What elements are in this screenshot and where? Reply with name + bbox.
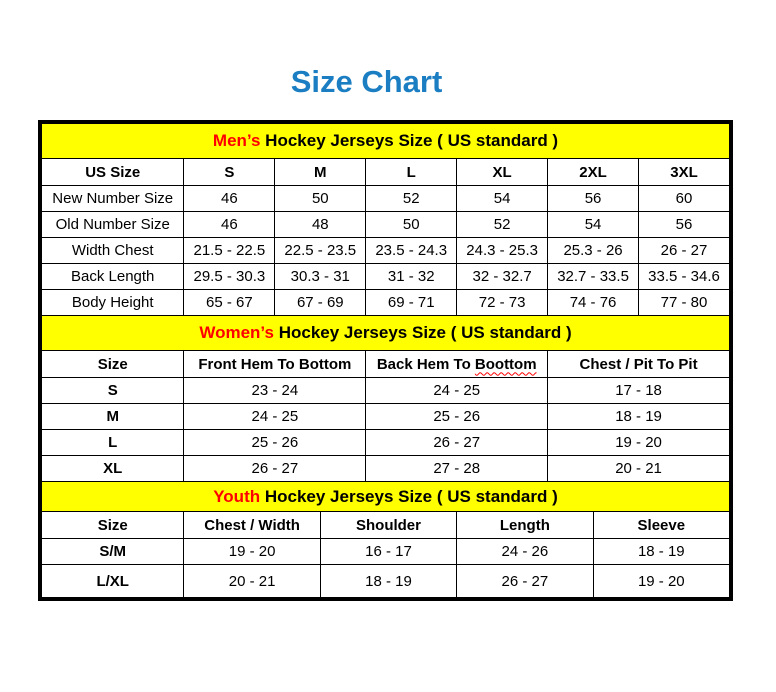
value-cell: 25 - 26 <box>184 430 366 456</box>
value-cell: 31 - 32 <box>366 264 457 290</box>
table-row <box>42 378 730 404</box>
mens-section-band <box>42 124 730 159</box>
row-label: M <box>42 404 184 430</box>
value-cell: 32.7 - 33.5 <box>548 264 639 290</box>
value-cell: 50 <box>275 186 366 212</box>
value-cell: 20 - 21 <box>184 565 320 598</box>
value-cell: 52 <box>457 212 548 238</box>
value-cell: 29.5 - 30.3 <box>184 264 275 290</box>
value-cell: 26 - 27 <box>457 565 593 598</box>
value-cell: 32 - 32.7 <box>457 264 548 290</box>
table-row <box>42 238 730 264</box>
section-heading-highlight: Youth <box>213 486 261 506</box>
value-cell: 19 - 20 <box>184 539 320 565</box>
value-cell: 25 - 26 <box>366 404 548 430</box>
youth-section-heading <box>42 482 730 512</box>
value-cell: 22.5 - 23.5 <box>275 238 366 264</box>
table-row <box>42 404 730 430</box>
section-heading-rest: Hockey Jerseys Size ( US standard ) <box>273 323 572 342</box>
value-cell: 52 <box>366 186 457 212</box>
value-cell: 24 - 26 <box>457 539 593 565</box>
value-cell: 77 - 80 <box>639 290 730 316</box>
table-row <box>42 264 730 290</box>
womens-header-row <box>42 351 730 378</box>
row-label: Width Chest <box>42 238 184 264</box>
mens-size-table <box>41 123 730 316</box>
table-row <box>42 186 730 212</box>
value-cell: 27 - 28 <box>366 456 548 482</box>
womens-section-band <box>42 316 730 351</box>
value-cell: 30.3 - 31 <box>275 264 366 290</box>
page-title: Size Chart <box>290 64 443 99</box>
column-header: Size <box>42 512 184 539</box>
value-cell: 24.3 - 25.3 <box>457 238 548 264</box>
value-cell: 16 - 17 <box>320 539 456 565</box>
value-cell: 20 - 21 <box>548 456 730 482</box>
column-header: XL <box>457 159 548 186</box>
value-cell: 72 - 73 <box>457 290 548 316</box>
column-header: Chest / Width <box>184 512 320 539</box>
column-header: Size <box>42 351 184 378</box>
value-cell: 54 <box>457 186 548 212</box>
value-cell: 56 <box>639 212 730 238</box>
mens-section-heading <box>42 124 730 159</box>
row-label: S/M <box>42 539 184 565</box>
value-cell: 26 - 27 <box>366 430 548 456</box>
value-cell: 24 - 25 <box>366 378 548 404</box>
value-cell: 21.5 - 22.5 <box>184 238 275 264</box>
table-row <box>42 539 730 565</box>
row-label: S <box>42 378 184 404</box>
value-cell: 46 <box>184 186 275 212</box>
column-header: S <box>184 159 275 186</box>
value-cell: 26 - 27 <box>639 238 730 264</box>
column-header: Front Hem To Bottom <box>184 351 366 378</box>
row-label: Back Length <box>42 264 184 290</box>
row-label: L/XL <box>42 565 184 598</box>
size-chart-tables <box>38 120 733 601</box>
value-cell: 19 - 20 <box>548 430 730 456</box>
value-cell: 67 - 69 <box>275 290 366 316</box>
value-cell: 24 - 25 <box>184 404 366 430</box>
value-cell: 23.5 - 24.3 <box>366 238 457 264</box>
row-label: Body Height <box>42 290 184 316</box>
womens-section-heading <box>42 316 730 351</box>
youth-header-row <box>42 512 730 539</box>
table-row <box>42 456 730 482</box>
misspelled-word: Boottom <box>474 355 537 373</box>
value-cell: 65 - 67 <box>184 290 275 316</box>
value-cell: 18 - 19 <box>593 539 729 565</box>
row-label: New Number Size <box>42 186 184 212</box>
value-cell: 54 <box>548 212 639 238</box>
value-cell: 60 <box>639 186 730 212</box>
youth-size-table <box>41 481 730 598</box>
table-row <box>42 430 730 456</box>
youth-section-band <box>42 482 730 512</box>
value-cell: 56 <box>548 186 639 212</box>
column-header: Chest / Pit To Pit <box>548 351 730 378</box>
column-header: Shoulder <box>320 512 456 539</box>
column-header: 2XL <box>548 159 639 186</box>
section-heading-highlight: Women’s <box>199 323 274 342</box>
value-cell: 46 <box>184 212 275 238</box>
value-cell: 18 - 19 <box>548 404 730 430</box>
column-header: L <box>366 159 457 186</box>
value-cell: 19 - 20 <box>593 565 729 598</box>
value-cell: 48 <box>275 212 366 238</box>
value-cell: 50 <box>366 212 457 238</box>
value-cell: 23 - 24 <box>184 378 366 404</box>
table-row <box>42 565 730 598</box>
row-label: XL <box>42 456 184 482</box>
column-header: Sleeve <box>593 512 729 539</box>
table-row <box>42 290 730 316</box>
column-header: 3XL <box>639 159 730 186</box>
column-header: Length <box>457 512 593 539</box>
table-row <box>42 212 730 238</box>
row-label: L <box>42 430 184 456</box>
value-cell: 33.5 - 34.6 <box>639 264 730 290</box>
value-cell: 26 - 27 <box>184 456 366 482</box>
mens-header-row <box>42 159 730 186</box>
value-cell: 17 - 18 <box>548 378 730 404</box>
section-heading-rest: Hockey Jerseys Size ( US standard ) <box>260 486 558 506</box>
section-heading-highlight: Men’s <box>212 131 261 150</box>
value-cell: 18 - 19 <box>320 565 456 598</box>
womens-size-table <box>41 315 730 482</box>
value-cell: 74 - 76 <box>548 290 639 316</box>
value-cell: 69 - 71 <box>366 290 457 316</box>
row-label: Old Number Size <box>42 212 184 238</box>
column-header: US Size <box>42 159 184 186</box>
column-header: M <box>275 159 366 186</box>
column-header: Back Hem To Boottom <box>366 351 548 378</box>
section-heading-rest: Hockey Jerseys Size ( US standard ) <box>260 131 559 150</box>
value-cell: 25.3 - 26 <box>548 238 639 264</box>
